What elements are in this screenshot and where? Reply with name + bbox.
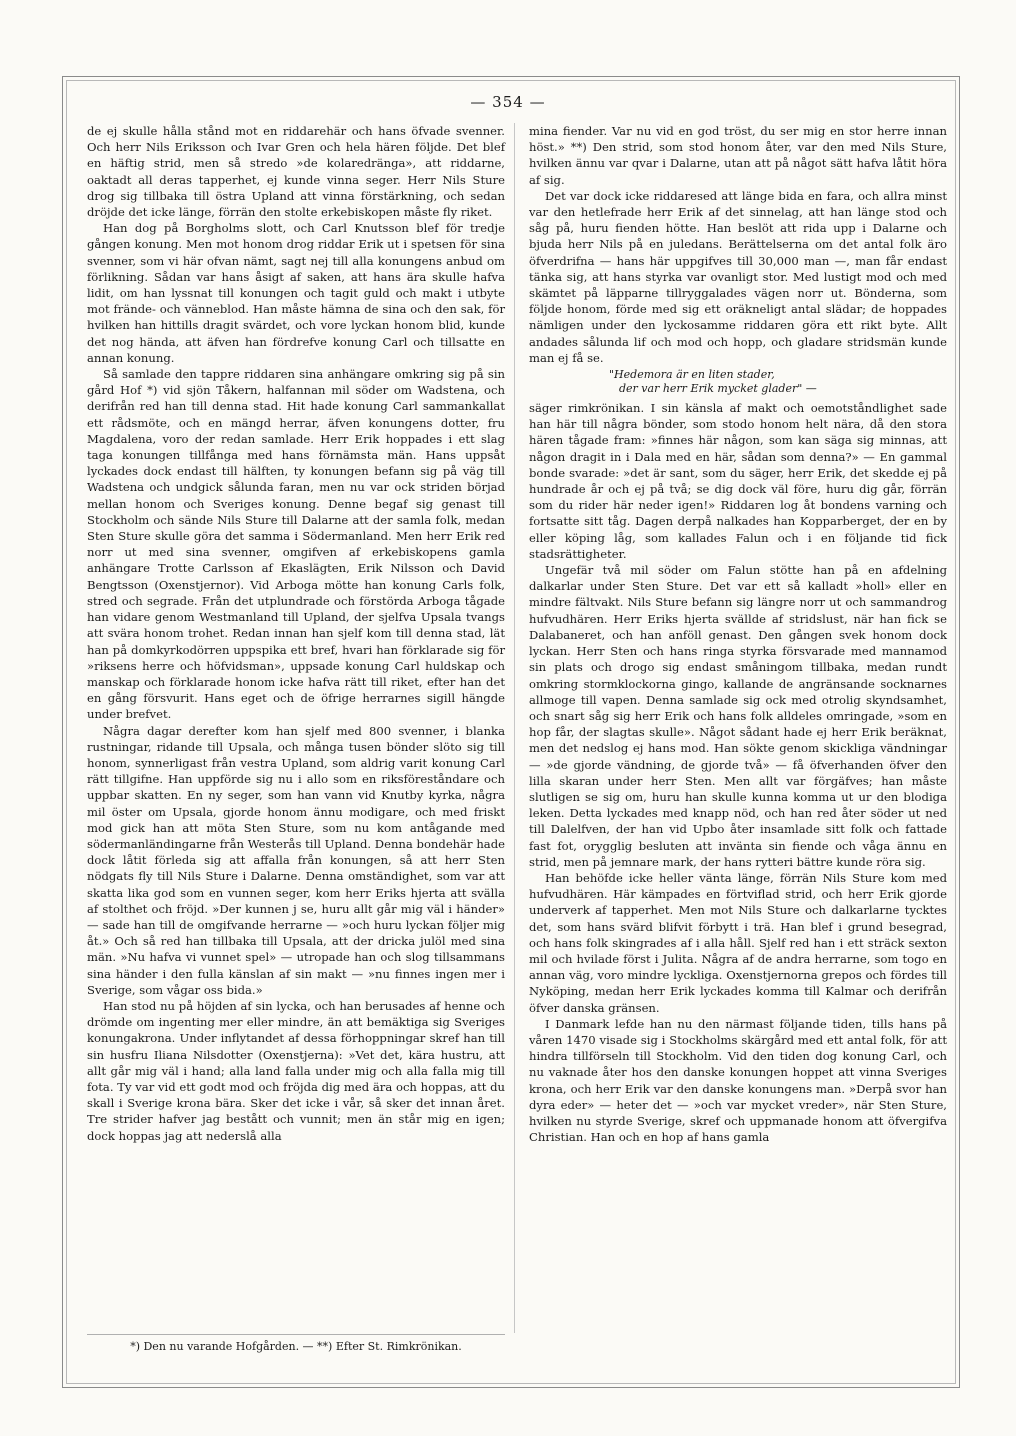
footnote: *) Den nu varande Hofgården. — **) Efter St. Rimkrönikan.	[130, 1340, 462, 1353]
verse-line-1: "Hedemora är en liten stader,	[609, 368, 775, 382]
left-paragraph-3: Så samlade den tappre riddaren sina anhängare omkring sig på sin gård Hof *) vid sjön Tåkern, halfannan mil söder om Wadstena, och derifrån red han till denna stad. Hit hade konung Carl sammankallat ett rådsmöte, och en mängd herrar, äfven konungens dotter, fru Magdalena, voro der redan samlade. Herr Erik hoppades i ett slag taga konungen tillfånga med hans förnämsta män. Hans uppsåt lyckades dock endast till hälften, ty konungen befann sig på väg till Wadstena och undgick sålunda faran, men nu var ock striden börjad mellan honom och Sveriges konung. Denne begaf sig genast till Stockholm och sände Nils Sture till Dalarne att der samla folk, medan Sten Sture skulle göra det samma i Södermanland. Men herr Erik red norr ut med sina svenner, omgifven af erkebiskopens gamla anhängare Trotte Carlsson af Ekaslägten, Erik Nilsson och David Bengtsson (Oxenstjernor). Vid Arboga mötte han konung Carls folk, stred och segrade. Från det utplundrade och förstörda Arboga tågade han vidare genom Westmanland till Upland, der sjelfva Upsala tvangs att svära honom trohet. Redan innan han sjelf kom till denna stad, lät han på domkyrkodörren uppspika ett bref, hvari han förklarade sig för »riksens herre och höfvidsman», uppsade konung Carl huldskap och manskap och förklarade honom icke hafva rätt till riket, efter han det en gång försvurit. Hans eget och de öfrige herrarnes sigill hängde under brefvet.	[87, 367, 505, 722]
verse-quote	[609, 368, 947, 396]
right-paragraph-6: I Danmark lefde han nu den närmast följande tiden, tills hans på våren 1470 visade sig i Stockholms skärgård med ett antal folk, för att hindra tillförseln till Stockholm. Vid den tiden dog konung Carl, och nu vaknade åter hos den danske konungen hoppet att vinna Sveriges krona, och herr Erik var den danske konungens man. »Derpå svor han dyra eder» — heter det — »och var mycket vreder», när Sten Sture, hvilken nu styrde Sverige, skref och uppmanade honom att öfvergifva Christian. Han och en hop af hans gamla	[529, 1016, 947, 1145]
left-paragraph-4: Några dagar derefter kom han sjelf med 800 svenner, i blanka rustningar, ridande till Upsala, och många tusen bönder slöto sig till honom, synnerligast från vestra Upland, som aldrig varit konung Carl rätt tillgifne. Han uppförde sig nu i allo som en riksföreståndare och uppbar skatten. En ny seger, som han vann vid Knutby kyrka, några mil öster om Upsala, gjorde honom ännu modigare, och med friskt mod gick han att möta Sten Sture, som nu kom antågande med södermanländingarne från Westerås till Upland. Denna bondehär hade dock låtit förleda sig att affalla från konungen, så att herr Sten nödgats fly till Nils Sture i Dalarne. Denna omständighet, som var att skatta lika god som en vunnen seger, kom herr Eriks hjerta att svälla af stolthet och fröjd. »Der kunnen j se, huru allt går mig väl i händer» — sade han till de omgifvande herrarne — »och huru lyckan följer mig åt.» Och så red han tillbaka till Upsala, att der dricka julöl med sina män. »Nu hafva vi vunnet spel» — utropade han och slog tillsammans sina händer i den fulla känslan af sin makt — »nu finnes ingen mer i Sverige, som vågar oss bida.»	[87, 723, 505, 997]
right-column	[529, 123, 947, 1145]
verse-line-2: der var herr Erik mycket glader" —	[619, 382, 817, 396]
left-paragraph-1: de ej skulle hålla stånd mot en riddarehär och hans öfvade svenner. Och herr Nils Eriksson och Ivar Gren och hela hären följde. Det blef en häftig strid, men så stredo »de kolaredränga», att riddarne, oaktadt all deras tapperhet, ej kunde vinna seger. Herr Nils Sture drog sig tillbaka till östra Upland att vinna förstärkning, och sedan dröjde det icke länge, förrän den stolte erkebiskopen måste fly riket.	[87, 124, 505, 220]
right-paragraph-2: Det var dock icke riddaresed att länge bida en fara, och allra minst var den hetlefrade herr Erik af det sinnelag, att han länge stod och såg på, huru fienden hötte. Han beslöt att rida upp i Dalarne och bjuda herr Nils på en juledans. Berättelserna om det antal folk äro öfverdrifna — hans här uppgifves till 30,000 man —, man får endast tänka sig, att hans styrka var ovanligt stor. Med lustigt mod och med skämtet på läpparne tillryggalades vägen norr ut. Bönderna, som följde honom, förde med sig ett oräkneligt antal slädar; de hoppades nämligen under den lyckosamme riddaren göra ett rikt byte. Allt andades sålunda lif och mod och hopp, och gladare stridsmän kunde man ej få se.	[529, 188, 947, 365]
left-paragraph-2: Han dog på Borgholms slott, och Carl Knutsson blef för tredje gången konung. Men mot honom drog riddar Erik ut i spetsen för sina svenner, som vi här ofvan nämt, sagt nej till alla konungens anbud om förlikning. Sådan var hans åsigt af saken, att hans ära skulle hafva lidit, om han lyssnat till konungen och tagit guld och makt i utbyte mot frände- och vänneblod. Han måste hämna de sina och den sak, för hvilken han hittills dragit svärdet, och vore lyckan honom blid, kunde det nog hända, att äfven han fördrefve konung Carl och tillsatte en annan konung.	[87, 221, 505, 365]
right-paragraph-1: mina fiender. Var nu vid en god tröst, du ser mig en stor herre innan höst.» **) Den strid, som stod honom åter, var den med Nils Sture, hvilken ännu var qvar i Dalarne, utan att på något sätt hafva låtit höra af sig.	[529, 124, 947, 187]
right-paragraph-3: säger rimkrönikan. I sin känsla af makt och oemotståndlighet sade han här till några bönder, som stodo honom helt nära, då den stora hären tågade fram: »finnes här någon, som kan säga sig minnas, att någon dragit in i Dala med en här, sådan som denna?» — En gammal bonde svarade: »det är sant, som du säger, herr Erik, det skedde ej på hundrade år och ej på två; se dig dock väl före, huru dig går, förrän som du rider här neder igen!» Riddaren log åt bondens varning och fortsatte sitt tåg. Dagen derpå nalkades han Kopparberget, der en by eller köping låg, som kallades Falun och i en följande tid fick stadsrättigheter.	[529, 401, 947, 561]
footnote-divider	[87, 1334, 505, 1335]
right-paragraph-5: Han behöfde icke heller vänta länge, förrän Nils Sture kom med hufvudhären. Här kämpades en förtviflad strid, och herr Erik gjorde underverk af tapperhet. Men mot Nils Sture och dalkarlarne tycktes det, som hans svärd blifvit förbytt i trä. Han blef i grund besegrad, och hans folk skingrades af i alla håll. Sjelf red han i ett sträck sexton mil och hvilade först i Julita. Några af de andra herrarne, som togo en annan väg, voro mindre lyckliga. Oxenstjernorna grepos och fördes till Nyköping, medan herr Erik lyckades komma till Kalmar och derifrån öfver danska gränsen.	[529, 870, 947, 1015]
page-number: — 354 —	[470, 93, 546, 111]
column-divider	[514, 123, 515, 1333]
left-paragraph-5: Han stod nu på höjden af sin lycka, och han berusades af henne och drömde om ingenting mer eller mindre, än att bemäktiga sig Sveriges konungakrona. Under inflytandet af dessa förhoppningar skref han till sin husfru Iliana Nilsdotter (Oxenstjerna): »Vet det, kära hustru, att allt går mig väl i hand; alla land falla under mig och alla falla mig till fota. Ty var vid ett godt mod och fröjda dig med ära och hoppas, att du skall i Sverige krona bära. Sker det icke i vår, så sker det innan året. Tre strider hafver jag bestått och vunnit; men än står mig en igen; dock hoppas jag att nederslå alla	[87, 998, 505, 1143]
right-paragraph-4: Ungefär två mil söder om Falun stötte han på en afdelning dalkarlar under Sten Sture. Det var ett så kalladt »holl» eller en mindre fältvakt. Nils Sture befann sig längre norr ut och sammandrog hufvudhären. Herr Eriks hjerta svällde af stridslust, när han fick se Dalabaneret, och han anföll genast. Den gången svek honom dock lyckan. Herr Sten och hans ringa styrka försvarade med mannamod sin plats och drogo sig endast småningom tillbaka, medan rundt omkring stormklockorna gingo, kallande de angränsande socknarnes allmoge till vapen. Denna samlade sig ock med otrolig skyndsamhet, och snart såg sig herr Erik och hans folk alldeles omringade, »som en hop får, der slagtas skulle». Något sådant hade ej herr Erik beräknat, men det nedslog ej hans mod. Han sökte genom skickliga vändningar — »de gjorde vändning, de gjorde två» — få öfverhanden öfver den lilla skaran under herr Sten. Men allt var förgäfves; han måste slutligen se sig om, huru han skulle kunna komma ut ur den blodiga leken. Detta lyckades med knapp nöd, och han red åter söder ut ned till Dalelfven, der han vid Upbo åter insamlade sitt folk och fattade fast fot, orygglig besluten att invänta sin fiende och våga ännu en strid, men på jemnare mark, der hans rytteri bättre kunde röra sig.	[529, 563, 947, 869]
left-column	[87, 123, 505, 1144]
